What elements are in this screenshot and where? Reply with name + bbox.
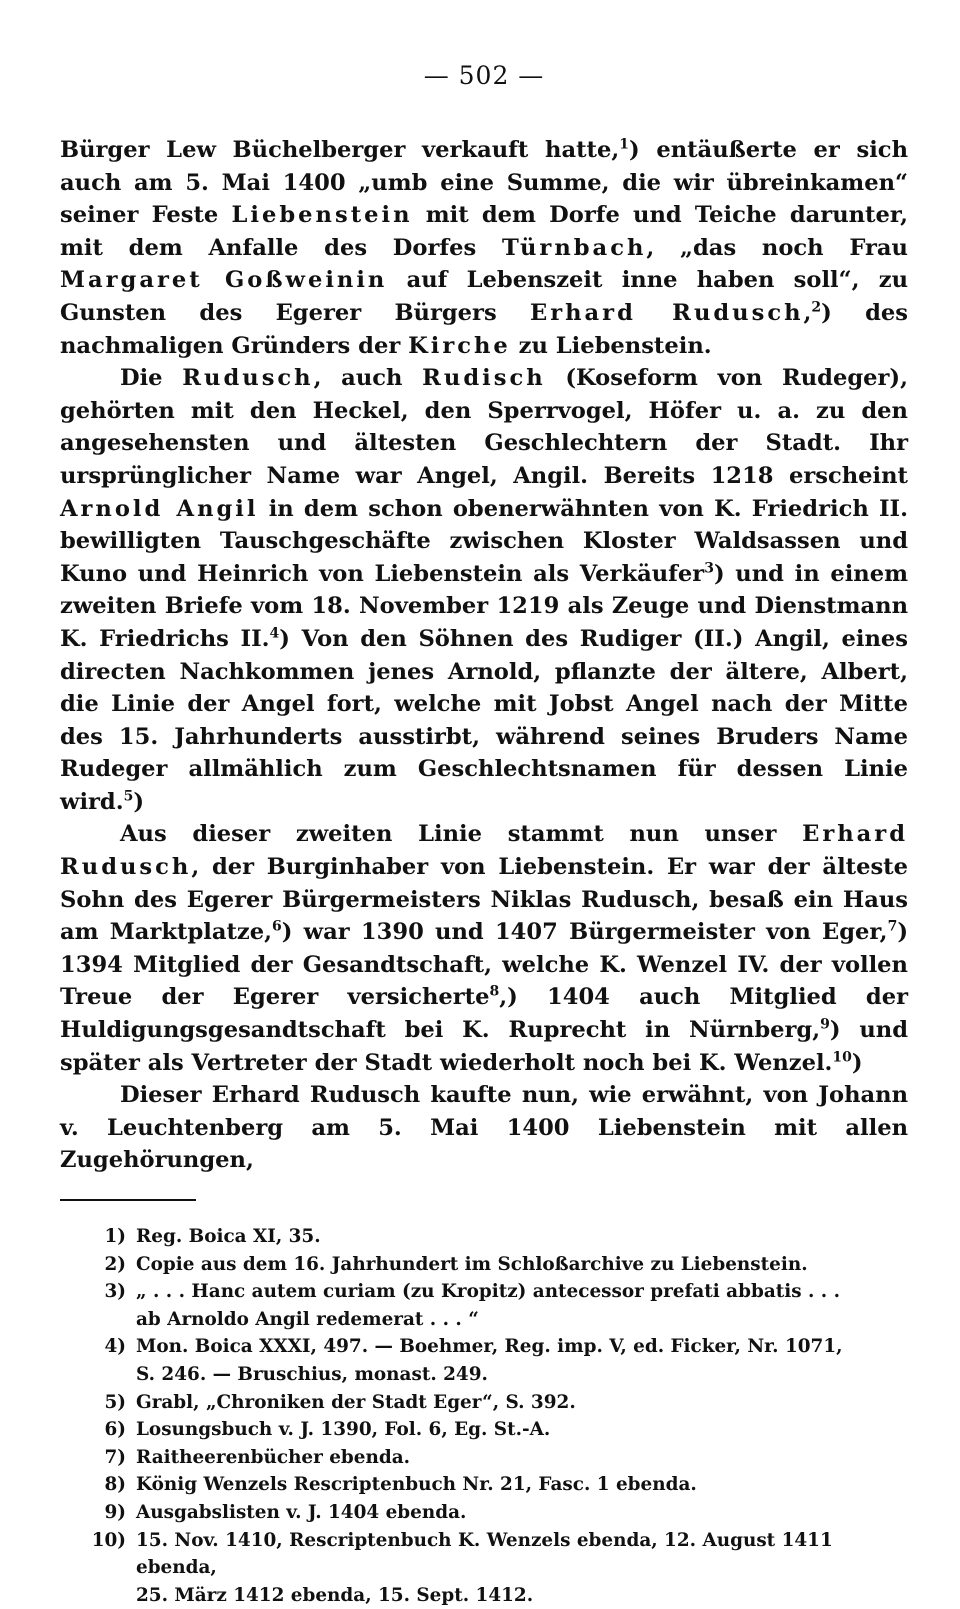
spaced-name: Erhard Rudusch [60,821,908,881]
spaced-name: Rudusch [182,365,314,392]
spaced-name: Türnbach [501,234,647,261]
text-run: ) 1394 Mitglied der Gesandtschaft, welche K. Wenzel IV. der vollen Treue der Egerer versicherte [60,919,909,1011]
paragraph [60,818,908,1079]
paragraph [60,362,908,818]
footnote-line: Grabl, „Chroniken der Stadt Eger“, S. 392. [136,1391,576,1413]
text-run: Dieser Erhard Rudusch kaufte nun, wie erwähnt, von Johann v. Leuchtenberg am 5. Mai 1400 Liebenstein mit allen Zugehörungen, [60,1082,908,1174]
footnote-text [136,1389,908,1417]
footnote-ref: 4 [269,625,280,642]
text-run: ) [851,1049,863,1076]
footnote [60,1389,908,1417]
paragraph [60,134,908,362]
footnote-number: 3) [104,1281,126,1303]
text-run: mit dem Dorfe und Teiche darunter, mit dem Anfalle des Dorfes [60,202,908,261]
footnote-line: Losungsbuch v. J. 1390, Fol. 6, Eg. St.-A. [136,1419,551,1441]
footnote [60,1223,908,1251]
footnote-line: 15. Nov. 1410, Rescriptenbuch K. Wenzels ebenda, 12. August 1411 ebenda, [136,1529,833,1579]
text-run: ) [133,788,145,815]
footnote-ref: 9 [820,1016,830,1033]
text-run: Bürger Lew Büchelberger verkauft hatte, [60,137,620,163]
footnote-number: 1) [104,1226,126,1247]
text-run: zu Liebenstein. [510,332,712,359]
footnote-line: Mon. Boica XXXI, 497. — Boehmer, Reg. imp. V, ed. Ficker, Nr. 1071, [136,1336,843,1358]
footnote-line: „ . . . Hanc autem curiam (zu Kropitz) antecessor prefati abbatis . . . [136,1281,840,1303]
footnote-line: Ausgabslisten v. J. 1404 ebenda. [136,1501,467,1523]
footnote-line: Raitheerenbücher ebenda. [136,1446,411,1468]
text-run: ) entäußerte er sich auch am 5. Mai 1400 „umb eine Summe, die wir übreinkamen“ seiner Feste [60,137,908,229]
footnote [60,1278,908,1333]
footnote-ref: 1 [619,136,629,153]
footnote-ref: 6 [271,918,282,935]
text-run: in dem schon obenerwähnten von K. Friedrich II. bewilligten Tauschgeschäfte zwischen Kloster Waldsassen und Kuno und Heinrich von Liebenstein als Verkäufer [60,495,908,587]
text-run: , „das noch Frau [646,234,908,261]
paragraph [60,1079,908,1177]
page-number: — 502 — [423,61,545,90]
footnote-line: 25. März 1412 ebenda, 15. Sept. 1412. [136,1584,534,1606]
footnote-line: Reg. Boica XI, 35. [136,1226,321,1247]
spaced-name: Margaret Goßweinin [60,267,388,294]
footnote-text [136,1251,908,1279]
footnote [60,1527,908,1609]
footnote [60,1444,908,1472]
footnote-line: Copie aus dem 16. Jahrhundert im Schloßarchive zu Liebenstein. [136,1253,808,1275]
spaced-name: Arnold Angil [60,495,259,522]
footnote [60,1416,908,1444]
footnote-number: 9) [104,1501,126,1523]
footnote-number: 7) [104,1446,126,1468]
text-run: ) und in einem zweiten Briefe vom 18. November 1219 als Zeuge und Dienstmann K. Friedrichs II. [60,560,908,652]
footnote [60,1471,908,1499]
footnote [60,1333,908,1388]
footnote-ref: 2 [811,299,822,316]
text-run: auf Lebenszeit inne haben soll“, zu Gunsten des Egerer Bürgers [60,267,908,326]
footnote-ref: 8 [489,983,500,1000]
spaced-name: Rudisch [422,365,546,392]
footnote-ref: 3 [704,560,714,577]
footnote-text [136,1416,908,1444]
footnote-ref: 10 [832,1049,852,1066]
footnote [60,1251,908,1279]
footnote [60,1499,908,1527]
text-run: ,) 1404 auch Mitglied der Huldigungsgesandtschaft bei K. Ruprecht in Nürnberg, [60,984,908,1044]
footnote-number: 4) [104,1336,126,1358]
text-run: , auch [313,365,423,392]
footnote-number: 5) [104,1391,126,1413]
body-text [60,134,908,1177]
footnote-number: 2) [104,1253,126,1275]
footnote-line: König Wenzels Rescriptenbuch Nr. 21, Fasc. 1 ebenda. [136,1474,697,1496]
text-run: ) des nachmaligen Gründers der [60,299,909,359]
spaced-name: Liebenstein [231,202,413,229]
footnote-line: ab Arnoldo Angil redemerat . . . “ [136,1308,479,1330]
footnote-text [136,1333,908,1388]
footnote-number: 6) [104,1419,126,1441]
footnote-text [136,1223,908,1251]
text-run: , der Burginhaber von Liebenstein. Er war der älteste Sohn des Egerer Bürgermeisters Niklas Rudusch, besaß ein Haus am Marktplatze, [60,854,908,946]
text-run: , [803,299,812,326]
footnote-text [136,1527,908,1609]
spaced-name: Erhard Rudusch [529,299,804,326]
footnotes [60,1223,908,1609]
footnote-text [136,1499,908,1527]
footnote-number: 8) [104,1474,126,1496]
footnote-separator [60,1199,196,1201]
text-run: ) war 1390 und 1407 Bürgermeister von Eger, [281,919,888,946]
footnote-ref: 5 [123,788,134,805]
footnote-text [136,1278,908,1333]
footnote-ref: 7 [887,918,898,935]
text-run: (Koseform von Rudeger), gehörten mit den Heckel, den Sperrvogel, Höfer u. a. zu den angesehensten und ältesten Geschlechtern der Stadt. Ihr ursprünglicher Name war Angel, Angil. Bereits 1218 erscheint [60,365,908,489]
text-run: ) Von den Söhnen des Rudiger (II.) Angil, eines directen Nachkommen jenes Arnold, pflanzte der ältere, Albert, die Linie der Angel fort, welche mit Jobst Angel nach der Mitte des 15. Jahrhunderts ausstirbt, während seines Bruders Name Rudeger allmählich zum Geschlechtsnamen für dessen Linie wird. [60,625,908,815]
text-run: Die [120,365,183,392]
text-run: Aus dieser zweiten Linie stammt nun unser [120,821,803,848]
text-run: ) und später als Vertreter der Stadt wiederholt noch bei K. Wenzel. [60,1017,908,1076]
footnote-text [136,1471,908,1499]
footnote-number: 10) [91,1529,126,1551]
spaced-name: Kirche [408,332,511,359]
footnote-line: S. 246. — Bruschius, monast. 249. [136,1363,488,1385]
footnote-text [136,1444,908,1472]
